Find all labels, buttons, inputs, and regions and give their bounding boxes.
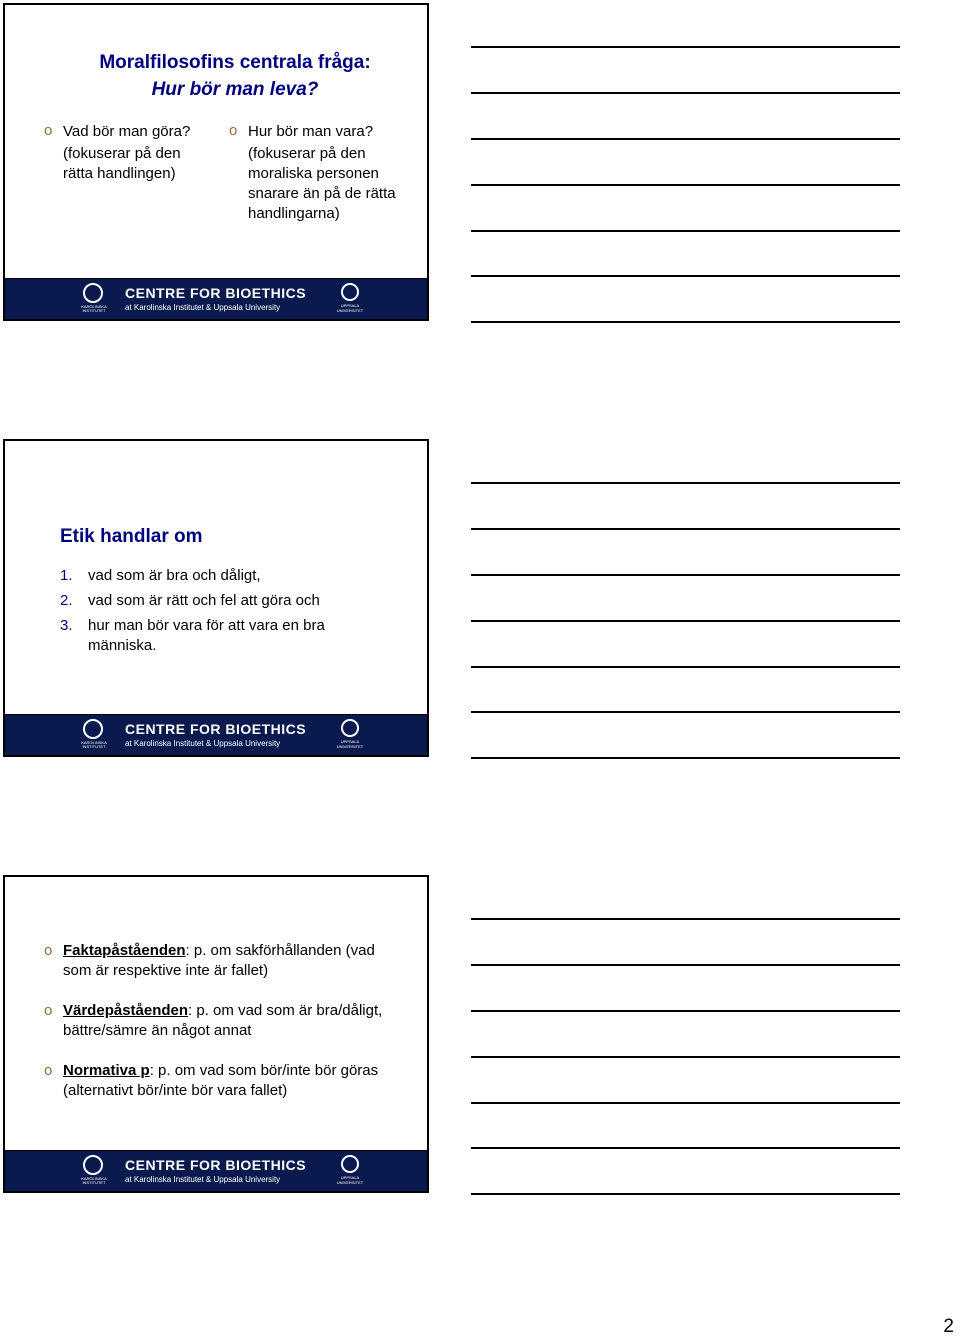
slide-1-title-line2: Hur bör man leva?	[151, 79, 319, 100]
list-item: o Faktapåståenden: p. om sakförhållanden (vad som är respektive inte är fallet)	[44, 942, 375, 979]
note-line	[471, 230, 900, 232]
list-item: 2. vad som är rätt och fel att göra och	[60, 592, 320, 609]
slide-1-right-bullet	[229, 122, 419, 224]
slide-3-list	[44, 941, 404, 1101]
slide-2	[3, 439, 429, 757]
slide-footer	[5, 714, 427, 755]
bullet-marker: o	[229, 122, 238, 139]
slide-2-list	[60, 566, 380, 656]
karolinska-logo-icon: KAROLINSKA INSTITUTET	[81, 283, 107, 315]
footer-title: CENTRE FOR BIOETHICS	[125, 721, 307, 737]
note-line	[471, 711, 900, 713]
note-line	[471, 757, 900, 759]
left-note: (fokuserar på den rätta handlingen)	[63, 145, 181, 182]
note-line	[471, 1056, 900, 1058]
uppsala-logo-icon: UPPSALA UNIVERSITET	[333, 719, 367, 751]
karolinska-logo-icon: KAROLINSKA INSTITUTET	[81, 719, 107, 751]
bullet-marker: o	[44, 122, 53, 139]
slide-1	[3, 3, 429, 321]
note-line	[471, 1193, 900, 1195]
note-line	[471, 92, 900, 94]
note-line	[471, 138, 900, 140]
note-line	[471, 1010, 900, 1012]
note-line	[471, 1147, 900, 1149]
right-heading: Hur bör man vara?	[248, 123, 374, 140]
left-heading: Vad bör man göra?	[63, 123, 191, 140]
note-line	[471, 620, 900, 622]
footer-title: CENTRE FOR BIOETHICS	[125, 285, 307, 301]
slide-1-left-bullet	[44, 122, 219, 184]
note-line	[471, 275, 900, 277]
footer-subtitle: at Karolinska Institutet & Uppsala University	[125, 739, 281, 748]
note-line	[471, 528, 900, 530]
slide-1-title-line1: Moralfilosofins centrala fråga:	[99, 52, 371, 73]
note-line	[471, 918, 900, 920]
slide-3	[3, 875, 429, 1193]
term-fakta: Faktapåståenden	[63, 942, 186, 959]
slide-footer	[5, 1150, 427, 1191]
note-line	[471, 964, 900, 966]
note-line	[471, 321, 900, 323]
footer-title: CENTRE FOR BIOETHICS	[125, 1157, 307, 1173]
slide-1-title	[65, 49, 405, 103]
note-line	[471, 184, 900, 186]
slide-2-title: Etik handlar om	[60, 526, 203, 547]
right-note: (fokuserar på den moraliska personen snarare än på de rätta handlingarna)	[248, 145, 396, 222]
note-line	[471, 482, 900, 484]
list-item: 3. hur man bör vara för att vara en bra människa.	[60, 617, 325, 654]
term-varde: Värdepåståenden	[63, 1002, 189, 1019]
slide-footer	[5, 278, 427, 319]
uppsala-logo-icon: UPPSALA UNIVERSITET	[333, 283, 367, 315]
note-line	[471, 574, 900, 576]
term-normativa: Normativa p	[63, 1062, 150, 1079]
footer-subtitle: at Karolinska Institutet & Uppsala University	[125, 1175, 281, 1184]
bullet-marker: o	[44, 1002, 53, 1019]
bullet-marker: o	[44, 1062, 53, 1079]
bullet-marker: o	[44, 942, 53, 959]
list-item: o Normativa p: p. om vad som bör/inte bör göras (alternativt bör/inte bör vara fallet)	[44, 1062, 379, 1099]
note-line	[471, 46, 900, 48]
note-line	[471, 1102, 900, 1104]
karolinska-logo-icon: KAROLINSKA INSTITUTET	[81, 1155, 107, 1187]
footer-subtitle: at Karolinska Institutet & Uppsala University	[125, 303, 281, 312]
page-number: 2	[943, 1316, 954, 1337]
list-item: o Värdepåståenden: p. om vad som är bra/dåligt, bättre/sämre än något annat	[44, 1002, 383, 1039]
uppsala-logo-icon: UPPSALA UNIVERSITET	[333, 1155, 367, 1187]
note-line	[471, 666, 900, 668]
list-item: 1. vad som är bra och dåligt,	[60, 567, 261, 584]
